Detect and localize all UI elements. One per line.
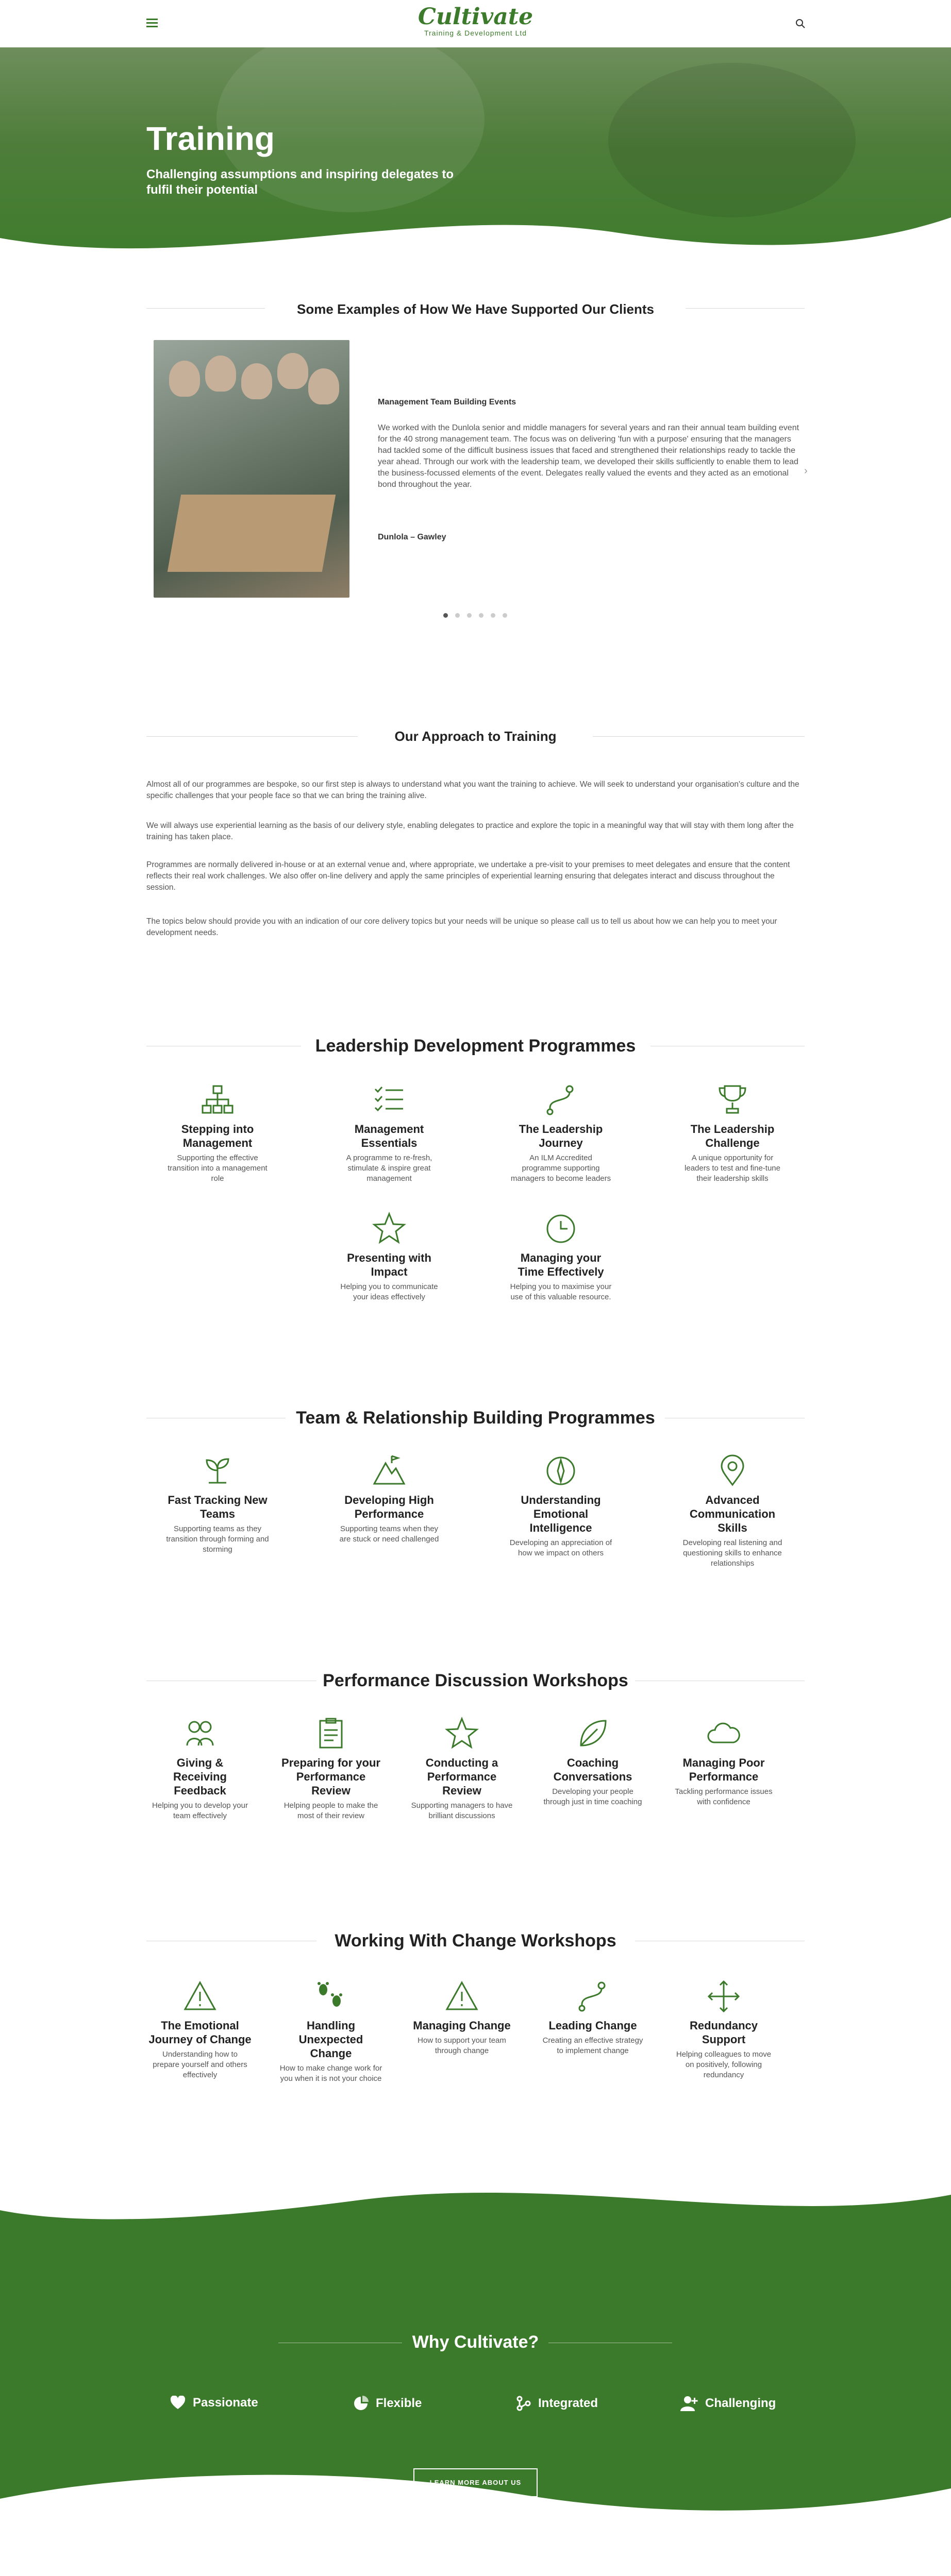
carousel-dot[interactable] <box>443 613 448 618</box>
star-icon <box>444 1716 480 1752</box>
cloud-icon <box>706 1716 742 1752</box>
program-desc: Helping you to maximise your use of this valuable resource. <box>510 1282 612 1301</box>
program-title: Redundancy Support <box>689 2019 758 2046</box>
program-title: Managing Poor Performance <box>682 1756 765 1783</box>
program-title: Advanced Communication Skills <box>689 1494 776 1534</box>
program-title: The Leadership Journey <box>519 1123 603 1149</box>
program-card[interactable] <box>338 1211 441 1302</box>
org-chart-icon <box>199 1082 236 1118</box>
why-item <box>170 2396 258 2410</box>
approach-paragraph: We will always use experiential learning as the basis of our delivery style, enabling delegates to practice and explore the topic in a meaningful way that will stay with them long after the training has taken place. <box>146 821 794 841</box>
program-title: Fast Tracking New Teams <box>168 1494 268 1520</box>
why-item <box>515 2396 598 2411</box>
program-desc: A unique opportunity for leaders to test and fine-tune their leadership skills <box>685 1154 780 1183</box>
program-desc: A programme to re-fresh, stimulate & inspire great management <box>346 1154 432 1183</box>
why-label: Integrated <box>538 2396 598 2410</box>
program-desc: How to support your team through change <box>418 2036 506 2055</box>
user-plus-icon <box>680 2396 698 2411</box>
program-title: Developing High Performance <box>344 1494 434 1520</box>
carousel-dot[interactable] <box>503 613 507 618</box>
star-icon <box>371 1211 407 1247</box>
warning-icon <box>444 1978 480 2014</box>
program-card[interactable] <box>681 1082 784 1184</box>
slide-next-arrow[interactable]: › <box>804 465 808 477</box>
program-desc: Helping people to make the most of their review <box>283 1801 378 1820</box>
slide-photo <box>154 340 349 598</box>
program-card[interactable] <box>509 1453 612 1558</box>
learn-more-button[interactable]: LEARN MORE ABOUT US <box>413 2468 538 2497</box>
program-desc: Helping colleagues to move on positively, following redundancy <box>676 2050 772 2079</box>
checklist-icon <box>371 1082 407 1118</box>
location-pin-icon <box>714 1453 750 1489</box>
performance-title: Performance Discussion Workshops <box>323 1671 628 1690</box>
search-icon[interactable] <box>795 19 806 29</box>
approach-paragraph: Programmes are normally delivered in-house or at an external venue and, where appropriate, we undertake a pre-visit to your premises to meet delegates and ensure that the content reflects their real work challenges. We also offer on-line delivery and apply the same principles of experiential learning ensuring that delegates interact and discuss throughout the session. <box>146 860 790 892</box>
logo-title: Cultivate <box>418 4 533 30</box>
program-title: Conducting a Performance Review <box>425 1756 498 1797</box>
heart-icon <box>170 2396 186 2410</box>
carousel-dot[interactable] <box>455 613 460 618</box>
program-desc: Creating an effective strategy to implement change <box>542 2036 643 2055</box>
site-header <box>0 0 951 47</box>
why-label: Passionate <box>193 2396 258 2410</box>
hero-wave <box>0 207 951 264</box>
program-card[interactable] <box>681 1453 784 1569</box>
program-title: Coaching Conversations <box>553 1756 632 1783</box>
program-desc: Tackling performance issues with confidence <box>675 1787 773 1806</box>
program-card[interactable] <box>410 1978 513 2056</box>
program-card[interactable] <box>338 1453 441 1545</box>
program-card[interactable] <box>541 1978 644 2056</box>
program-desc: Helping you to develop your team effectively <box>152 1801 248 1820</box>
program-card[interactable] <box>166 1082 269 1184</box>
program-desc: Developing an appreciation of how we impact on others <box>509 1538 612 1557</box>
program-title: Handling Unexpected Change <box>298 2019 363 2060</box>
team-title: Team & Relationship Building Programmes <box>296 1408 655 1428</box>
program-card[interactable] <box>672 1716 775 1807</box>
program-card[interactable] <box>509 1211 612 1302</box>
hero-subtitle: Challenging assumptions and inspiring delegates to fulfil their potential <box>146 167 454 197</box>
program-desc: Understanding how to prepare yourself and others effectively <box>153 2050 247 2079</box>
program-card[interactable] <box>541 1716 644 1807</box>
program-desc: An ILM Accredited programme supporting managers to become leaders <box>510 1154 611 1183</box>
program-card[interactable] <box>672 1978 775 2080</box>
warning-icon <box>182 1978 218 2014</box>
program-desc: Supporting managers to have brilliant discussions <box>411 1801 513 1820</box>
carousel-dot[interactable] <box>491 613 495 618</box>
program-desc: Supporting the effective transition into a management role <box>168 1154 268 1183</box>
why-item <box>680 2396 776 2411</box>
program-card[interactable] <box>279 1716 382 1821</box>
hero-banner <box>0 47 951 264</box>
approach-title: Our Approach to Training <box>394 728 557 744</box>
program-card[interactable] <box>338 1082 441 1184</box>
pawprints-icon <box>313 1978 349 2014</box>
program-card[interactable] <box>166 1453 269 1555</box>
logo[interactable] <box>0 5 951 37</box>
program-card[interactable] <box>148 1716 252 1821</box>
leadership-title: Leadership Development Programmes <box>315 1036 636 1056</box>
why-label: Challenging <box>705 2396 776 2410</box>
compass-icon <box>543 1453 579 1489</box>
feedback-icon <box>182 1716 218 1752</box>
program-card[interactable] <box>279 1978 382 2084</box>
program-card[interactable] <box>509 1082 612 1184</box>
program-desc: Supporting teams as they transition through forming and storming <box>166 1524 269 1554</box>
program-desc: Helping you to communicate your ideas effectively <box>340 1282 438 1301</box>
slide-heading: Management Team Building Events <box>378 398 516 406</box>
arrows-icon <box>706 1978 742 2014</box>
program-desc: Developing your people through just in time coaching <box>543 1787 642 1806</box>
carousel-dot[interactable] <box>467 613 472 618</box>
sprout-icon <box>199 1453 236 1489</box>
approach-paragraph: Almost all of our programmes are bespoke, so our first step is always to understand what you want the training to achieve. We will seek to understand your organisation's culture and the specific challenges that your people face so that we can bring the training alive. <box>146 780 799 800</box>
program-desc: How to make change work for you when it is not your choice <box>279 2064 382 2083</box>
program-title: Stepping into Management <box>181 1123 254 1149</box>
program-card[interactable] <box>410 1716 513 1821</box>
clock-icon <box>543 1211 579 1247</box>
program-title: Giving & Receiving Feedback <box>173 1756 227 1797</box>
trophy-icon <box>714 1082 750 1118</box>
program-title: Leading Change <box>548 2019 637 2032</box>
path-icon <box>575 1978 611 2014</box>
slide-client: Dunlola – Gawley <box>378 533 446 541</box>
program-desc: Supporting teams when they are stuck or need challenged <box>339 1524 439 1544</box>
examples-title: Some Examples of How We Have Supported Our Clients <box>297 301 654 317</box>
program-title: Management Essentials <box>354 1123 424 1149</box>
program-card[interactable] <box>148 1978 252 2080</box>
program-title: The Emotional Journey of Change <box>148 2019 252 2046</box>
program-title: The Leadership Challenge <box>690 1123 775 1149</box>
slide-text: We worked with the Dunlola senior and middle managers for several years and ran their annual team building event for the 40 strong management team. The focus was on delivering 'fun with a purpose' ensuring that the managers had tackled some of the difficult business issues that faced and strengthened their relationships ready to tackle the year ahead. Through our work with the leadership team, we developed their skills sufficiently to enable them to lead the business-focussed elements of the event. Delegates really valued the events and they acted as an emotional bond throughout the year. <box>378 423 799 489</box>
program-title: Managing your Time Effectively <box>518 1251 604 1278</box>
program-desc: Developing real listening and questioning skills to enhance relationships <box>682 1538 782 1568</box>
approach-paragraph: The topics below should provide you with an indication of our core delivery topics but your needs will be unique so please call us to tell us about how we can help you to meet your development needs. <box>146 917 777 937</box>
path-icon <box>543 1082 579 1118</box>
change-title: Working With Change Workshops <box>335 1931 616 1951</box>
clipboard-icon <box>313 1716 349 1752</box>
logo-subtitle: Training & Development Ltd <box>424 29 527 37</box>
program-title: Understanding Emotional Intelligence <box>521 1494 601 1534</box>
program-title: Presenting with Impact <box>347 1251 431 1278</box>
hero-title: Training <box>146 120 275 157</box>
flexible-icon <box>353 2396 369 2411</box>
why-label: Flexible <box>376 2396 422 2410</box>
why-title: Why Cultivate? <box>412 2332 539 2352</box>
leaf-icon <box>575 1716 611 1752</box>
program-title: Preparing for your Performance Review <box>281 1756 380 1797</box>
program-title: Managing Change <box>413 2019 511 2032</box>
why-item <box>353 2396 422 2411</box>
carousel-dot[interactable] <box>479 613 483 618</box>
mountain-icon <box>371 1453 407 1489</box>
integrated-icon <box>515 2396 531 2411</box>
